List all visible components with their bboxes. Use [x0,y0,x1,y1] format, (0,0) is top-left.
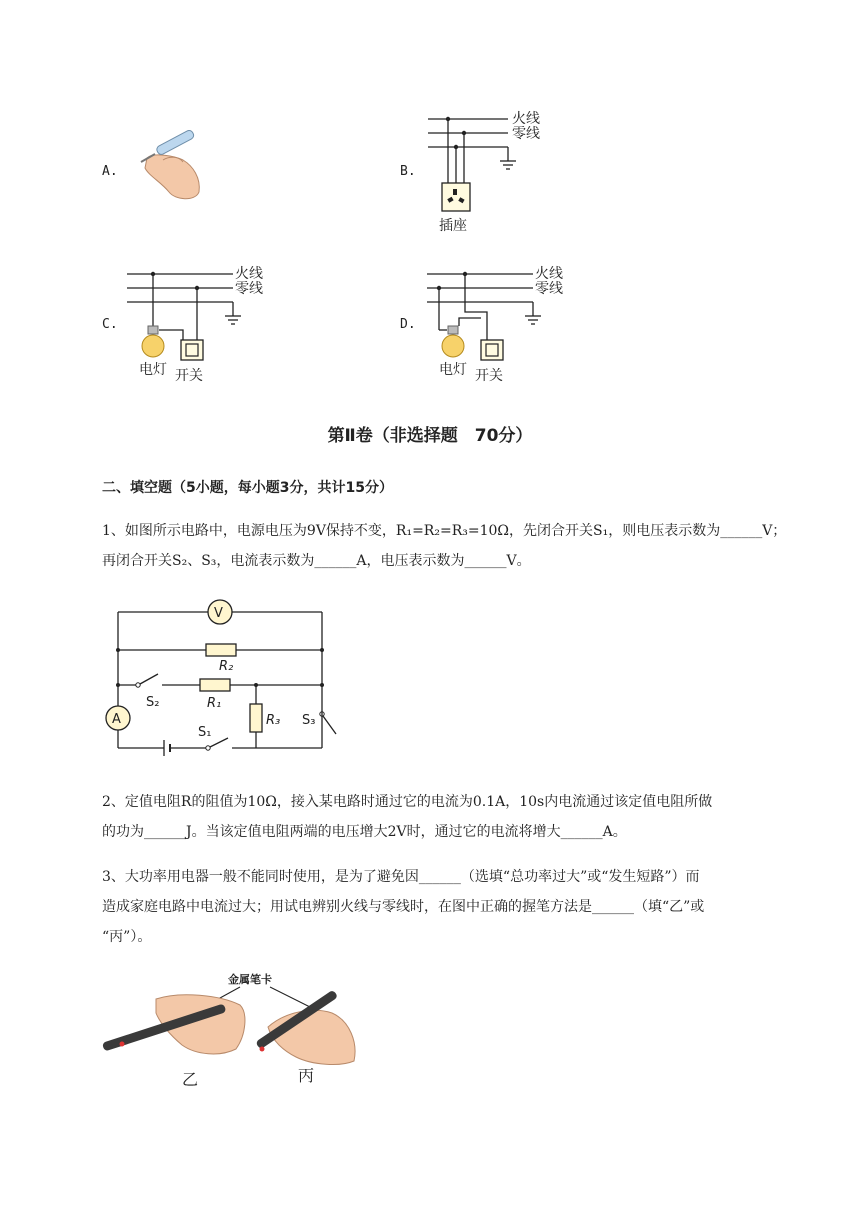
ammeter-label: A [112,712,121,727]
socket-label: 插座 [439,218,467,234]
resistor-r1 [200,679,230,691]
live-wire-label: 火线 [512,111,540,127]
question-1-line-2: 再闭合开关S₂、S₃，电流表示数为______A，电压表示数为______V。 [102,553,531,569]
option-d-letter: D. [400,317,416,332]
switch-icon [181,340,203,360]
r3-label: R₃ [266,713,281,728]
part2-title: 第Ⅱ卷（非选择题 70分） [327,426,533,446]
switch-s2 [140,674,158,684]
hand-tester-icon [135,130,210,205]
socket-wiring-diagram [420,105,570,240]
pen-clip-caption: 金属笔卡 [228,973,272,986]
switch-label: 开关 [475,368,503,384]
section-heading: 二、填空题（5小题，每小题3分，共计15分） [102,480,393,496]
s3-label: S₃ [302,713,316,728]
socket-icon [442,183,470,211]
switch-s3 [323,716,336,734]
question-1-line-1: 1、如图所示电路中，电源电压为9V保持不变，R₁=R₂=R₃=10Ω，先闭合开关S₁，则电压表示数为______V； [102,523,787,539]
right-label: 丙 [298,1066,315,1085]
option-c-letter: C. [102,317,118,332]
option-a-letter: A. [102,164,118,179]
live-wire-label: 火线 [235,266,263,282]
lamp-label: 电灯 [139,362,167,378]
lamp-switch-diagram-d [425,262,575,392]
s2-label: S₂ [146,695,160,710]
left-label: 乙 [182,1070,199,1089]
lamp-icon [142,335,164,357]
lamp-switch-diagram-c [125,262,275,392]
question-2-line-1: 2、定值电阻R的阻值为10Ω，接入某电路时通过它的电流为0.1A，10s内电流通过该定值电阻所做 [102,794,713,810]
voltmeter-label: V [214,606,223,621]
question-2-line-2: 的功为______J。当该定值电阻两端的电压增大2V时，通过它的电流将增大______A。 [102,824,627,840]
resistor-r3 [250,704,262,732]
question-2 [102,787,802,847]
live-wire-label: 火线 [535,266,563,282]
s1-label: S₁ [198,725,212,740]
r1-label: R₁ [207,696,222,711]
question-1 [102,516,802,576]
switch-label: 开关 [175,368,203,384]
neutral-wire-label: 零线 [535,281,563,297]
right-hand [268,1010,355,1064]
circuit-diagram [100,596,350,761]
question-3 [102,862,802,952]
lamp-icon [442,335,464,357]
question-3-line-3: “丙”）。 [102,929,152,945]
switch-icon [481,340,503,360]
question-3-line-2: 造成家庭电路中电流过大；用试电辨别火线与零线时，在图中正确的握笔方法是______（填“乙”或 [102,899,705,915]
neutral-wire-label: 零线 [235,281,263,297]
resistor-r2 [206,644,236,656]
option-b-letter: B. [400,164,416,179]
neutral-wire-label: 零线 [512,126,540,142]
question-3-line-1: 3、大功率用电器一般不能同时使用，是为了避免因______（选填“总功率过大”或“发生短路”）而 [102,869,700,885]
pen-holding-figure [100,965,370,1095]
lamp-label: 电灯 [439,362,467,378]
r2-label: R₂ [219,659,234,674]
switch-s1 [210,738,228,747]
